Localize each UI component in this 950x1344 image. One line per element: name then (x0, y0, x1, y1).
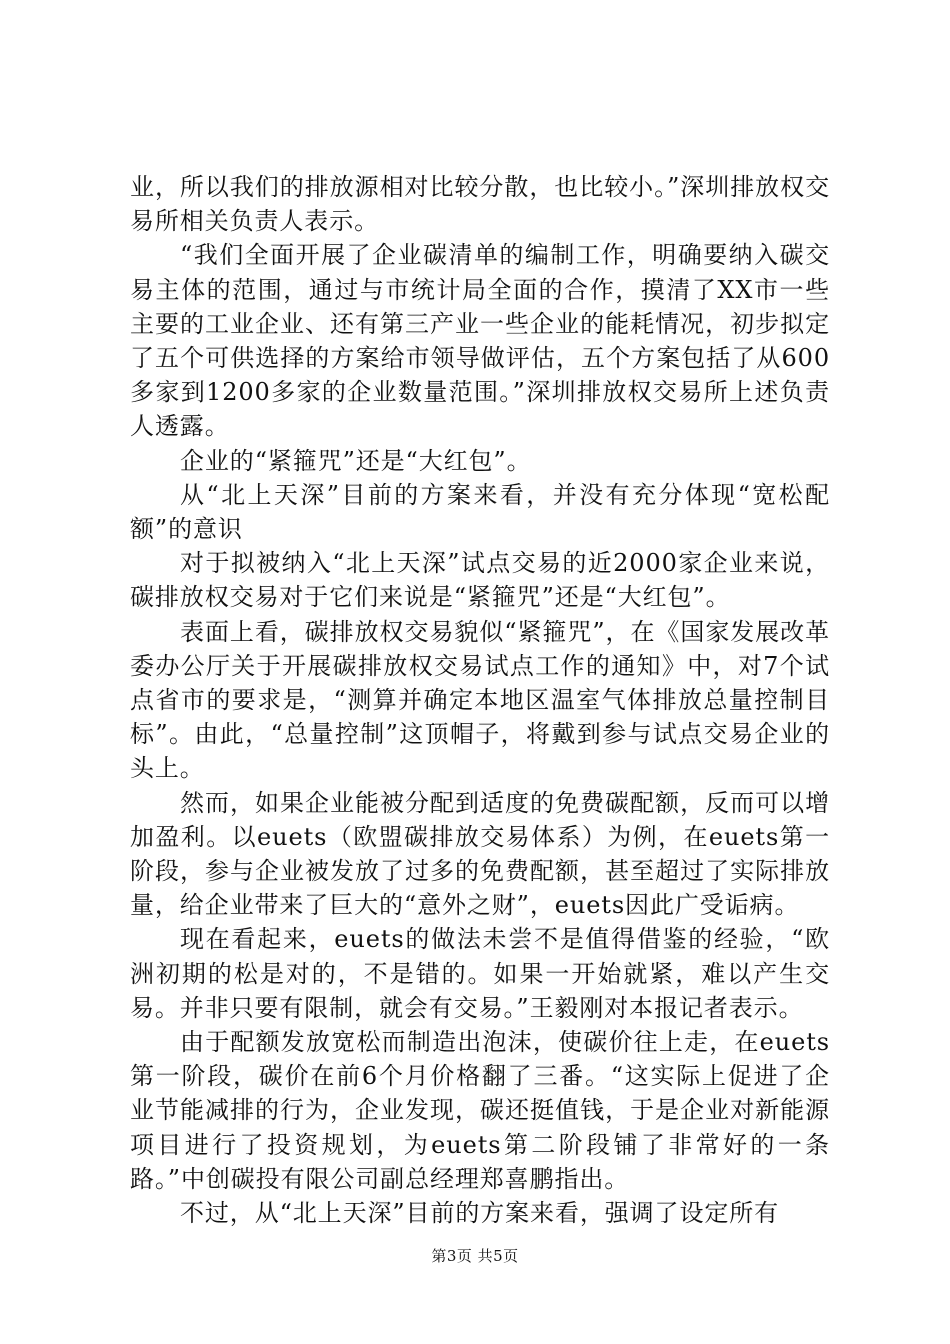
paragraph-9: 由于配额发放宽松而制造出泡沫，使碳价往上走，在euets第一阶段，碳价在前6个月价格翻了三番。“这实际上促进了企业节能减排的行为，企业发现，碳还挺值钱，于是企业对新能源项目进行了投资规划，为euets第二阶段铺了非常好的一条路。”中创碳投有限公司副总经理郑喜鹏指出。 (130, 1028, 830, 1193)
paragraph-7: 然而，如果企业能被分配到适度的免费碳配额，反而可以增加盈利。以euets（欧盟碳排放交易体系）为例，在euets第一阶段，参与企业被发放了过多的免费配额，甚至超过了实际排放量，给企业带来了巨大的“意外之财”，euets因此广受诟病。 (130, 788, 830, 920)
paragraph-5: 对于拟被纳入“北上天深”试点交易的近2000家企业来说，碳排放权交易对于它们来说是“紧箍咒”还是“大红包”。 (130, 549, 830, 612)
document-body (130, 170, 830, 1230)
paragraph-1: 业，所以我们的排放源相对比较分散，也比较小。”深圳排放权交易所相关负责人表示。 (130, 173, 830, 236)
page-number-footer: 第3页 共5页 (431, 1247, 519, 1265)
paragraph-8: 现在看起来，euets的做法未尝不是值得借鉴的经验，“欧洲初期的松是对的，不是错的。如果一开始就紧，难以产生交易。并非只要有限制，就会有交易。”王毅刚对本报记者表示。 (130, 925, 830, 1022)
paragraph-10: 不过，从“北上天深”目前的方案来看，强调了设定所有 (180, 1199, 780, 1228)
paragraph-2: “我们全面开展了企业碳清单的编制工作，明确要纳入碳交易主体的范围，通过与市统计局全面的合作，摸清了XX市一些主要的工业企业、还有第三产业一些企业的能耗情况，初步拟定了五个可供选择的方案给市领导做评估，五个方案包括了从600多家到1200多家的企业数量范围。”深圳排放权交易所上述负责人透露。 (130, 241, 830, 441)
paragraph-6: 表面上看，碳排放权交易貌似“紧箍咒”，在《国家发展改革委办公厅关于开展碳排放权交易试点工作的通知》中，对7个试点省市的要求是，“测算并确定本地区温室气体排放总量控制目标”。由此，“总量控制”这顶帽子，将戴到参与试点交易企业的头上。 (130, 617, 830, 783)
paragraph-4: 从“北上天深”目前的方案来看，并没有充分体现“宽松配额”的意识 (130, 480, 830, 544)
paragraph-3: 企业的“紧箍咒”还是“大红包”。 (180, 446, 532, 475)
